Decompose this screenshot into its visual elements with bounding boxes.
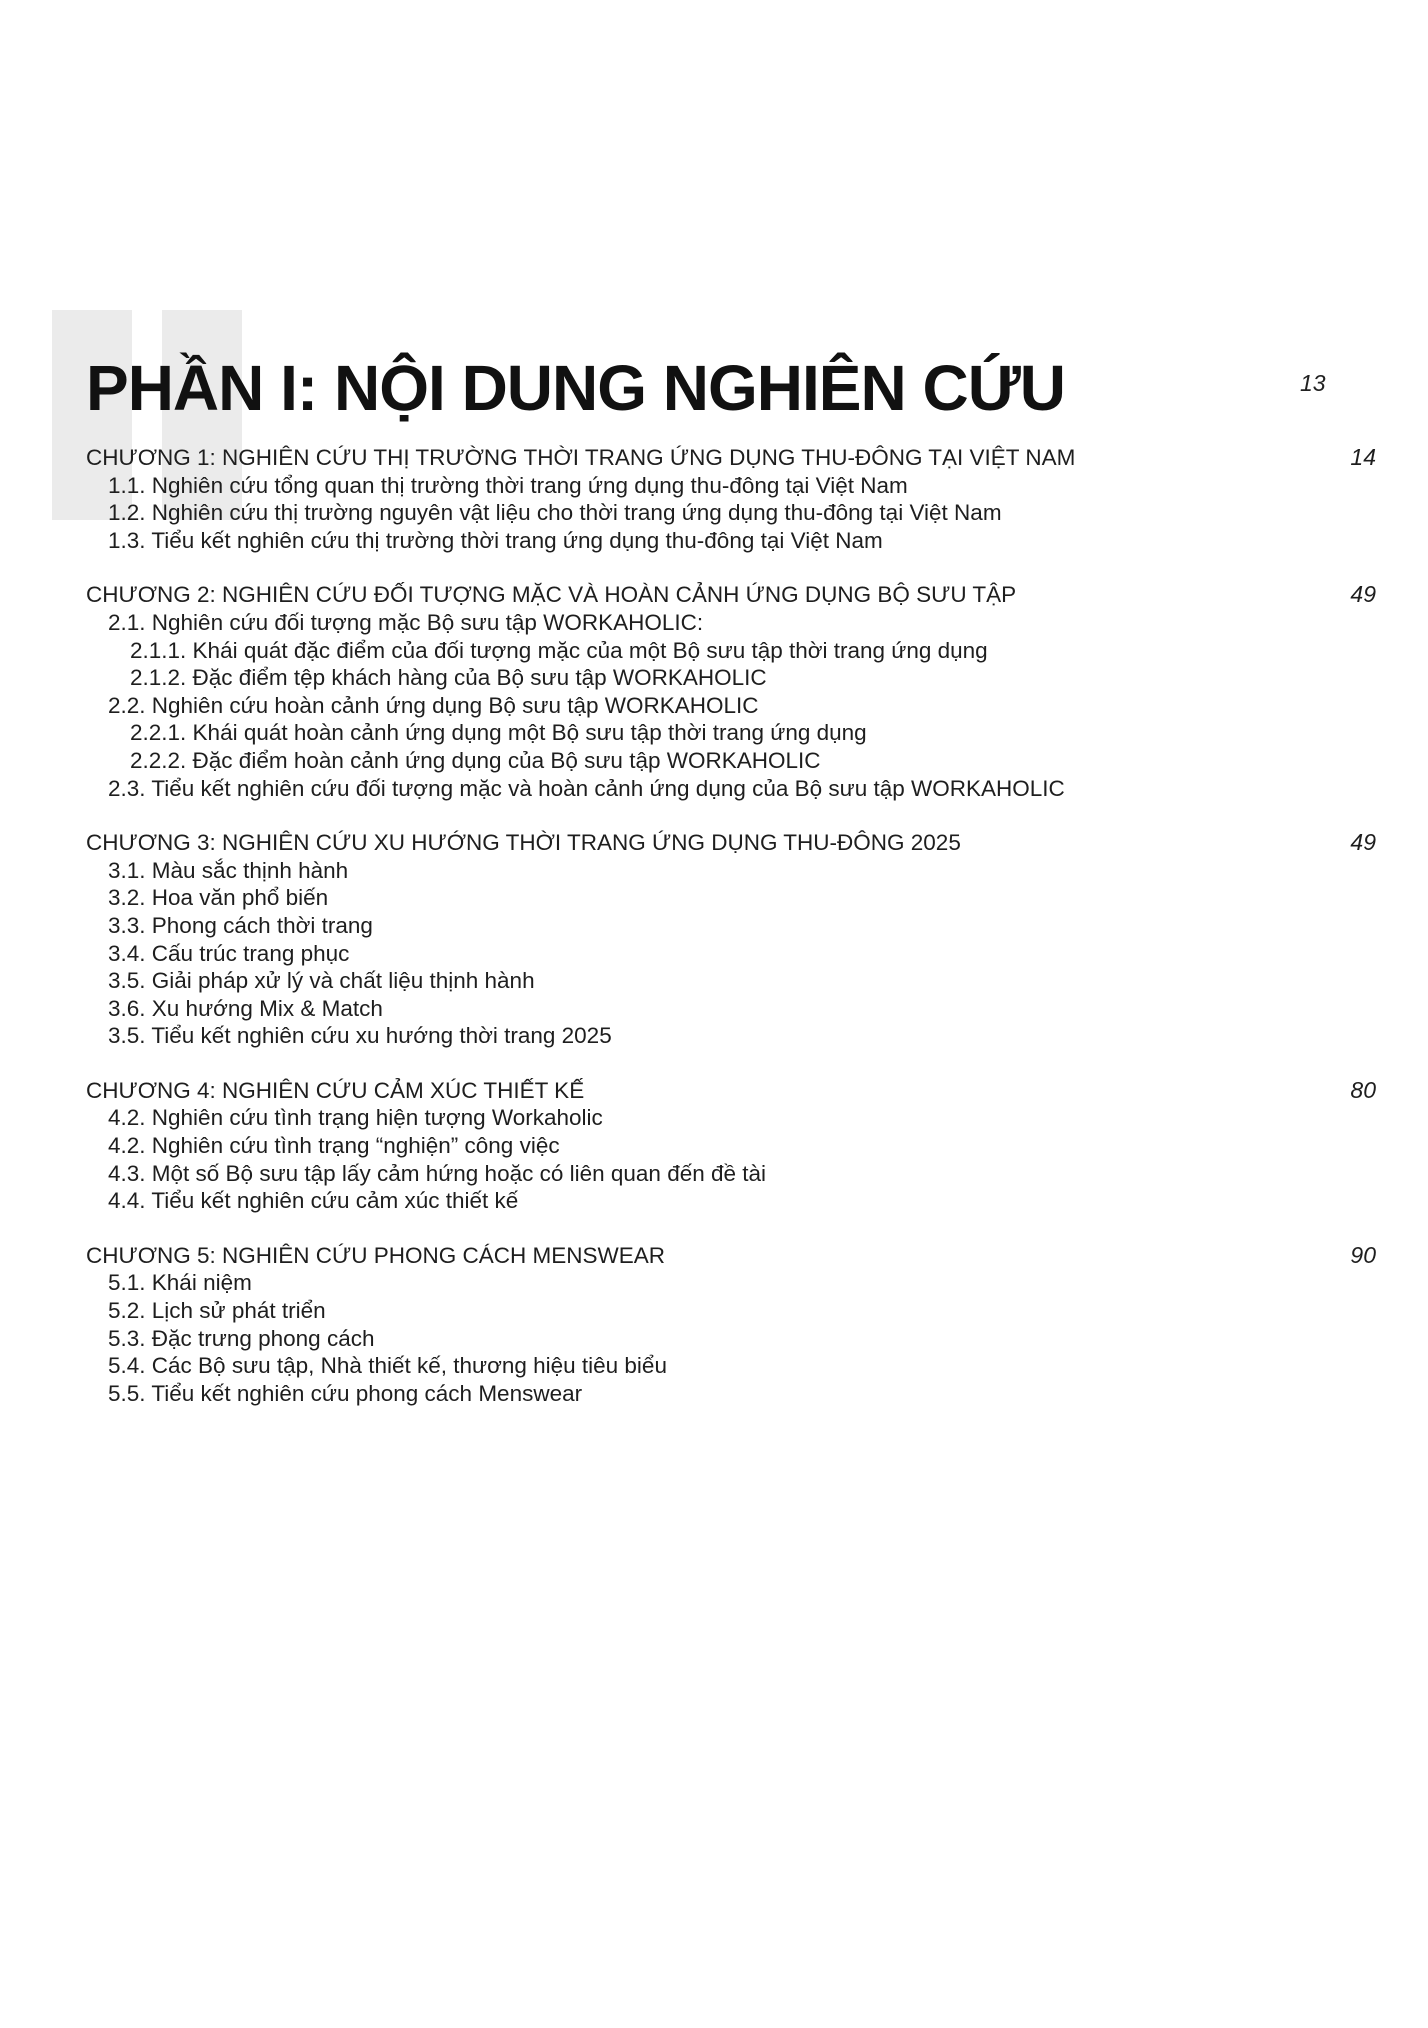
toc-subitem[interactable]: 2.1.2. Đặc điểm tệp khách hàng của Bộ sưu tập WORKAHOLIC bbox=[130, 665, 767, 691]
toc-item[interactable]: 5.1. Khái niệm bbox=[108, 1270, 252, 1296]
chapter-title[interactable] bbox=[86, 1077, 1376, 1105]
toc-item[interactable]: 4.3. Một số Bộ sưu tập lấy cảm hứng hoặc có liên quan đến đề tài bbox=[108, 1160, 767, 1186]
chapter-page-number: 49 bbox=[1350, 829, 1376, 856]
toc-subitem[interactable]: 2.2.1. Khái quát hoàn cảnh ứng dụng một Bộ sưu tập thời trang ứng dụng bbox=[130, 720, 867, 746]
toc-item[interactable]: 3.3. Phong cách thời trang bbox=[108, 912, 373, 938]
chapter-3 bbox=[86, 829, 1376, 1050]
toc-item[interactable]: 4.2. Nghiên cứu tình trạng hiện tượng Workaholic bbox=[108, 1105, 603, 1131]
part-title: PHẦN I: NỘI DUNG NGHIÊN CỨU bbox=[86, 352, 1065, 424]
toc-item[interactable]: 5.5. Tiểu kết nghiên cứu phong cách Menswear bbox=[108, 1380, 583, 1406]
chapter-title[interactable] bbox=[86, 444, 1376, 472]
chapter-1 bbox=[86, 444, 1376, 554]
toc-item[interactable]: 3.2. Hoa văn phổ biến bbox=[108, 885, 329, 911]
toc-item[interactable]: 3.6. Xu hướng Mix & Match bbox=[108, 995, 383, 1021]
chapter-page-number: 49 bbox=[1350, 581, 1376, 608]
toc-item[interactable]: 1.2. Nghiên cứu thị trường nguyên vật liệu cho thời trang ứng dụng thu-đông tại Việt Nam bbox=[108, 500, 1002, 526]
chapter-title-text: CHƯƠNG 5: NGHIÊN CỨU PHONG CÁCH MENSWEAR bbox=[86, 1242, 666, 1268]
chapter-title-text: CHƯƠNG 1: NGHIÊN CỨU THỊ TRƯỜNG THỜI TRANG ỨNG DỤNG THU-ĐÔNG TẠI VIỆT NAM bbox=[86, 445, 1076, 470]
chapter-title[interactable] bbox=[86, 1242, 1376, 1270]
toc-item[interactable]: 2.2. Nghiên cứu hoàn cảnh ứng dụng Bộ sưu tập WORKAHOLIC bbox=[108, 692, 759, 718]
toc-item[interactable]: 5.2. Lịch sử phát triển bbox=[108, 1298, 326, 1324]
chapter-title-text: CHƯƠNG 2: NGHIÊN CỨU ĐỐI TƯỢNG MẶC VÀ HOÀN CẢNH ỨNG DỤNG BỘ SƯU TẬP bbox=[86, 582, 1017, 608]
toc-item[interactable]: 3.5. Giải pháp xử lý và chất liệu thịnh hành bbox=[108, 968, 535, 994]
part-page-number: 13 bbox=[1300, 370, 1326, 396]
table-of-contents bbox=[86, 444, 1376, 1434]
toc-subitem[interactable]: 2.2.2. Đặc điểm hoàn cảnh ứng dụng của Bộ sưu tập WORKAHOLIC bbox=[130, 747, 821, 773]
chapter-title-text: CHƯƠNG 4: NGHIÊN CỨU CẢM XÚC THIẾT KẾ bbox=[86, 1077, 585, 1103]
chapter-page-number: 90 bbox=[1350, 1241, 1376, 1268]
toc-item[interactable]: 2.1. Nghiên cứu đối tượng mặc Bộ sưu tập WORKAHOLIC: bbox=[108, 609, 704, 635]
chapter-4 bbox=[86, 1077, 1376, 1215]
toc-item[interactable]: 4.4. Tiểu kết nghiên cứu cảm xúc thiết kế bbox=[108, 1188, 519, 1214]
chapter-title-text: CHƯƠNG 3: NGHIÊN CỨU XU HƯỚNG THỜI TRANG ỨNG DỤNG THU-ĐÔNG 2025 bbox=[86, 830, 961, 856]
chapter-page-number: 80 bbox=[1350, 1076, 1376, 1103]
chapter-2 bbox=[86, 581, 1376, 802]
toc-item[interactable]: 3.4. Cấu trúc trang phục bbox=[108, 940, 350, 966]
toc-item[interactable]: 2.3. Tiểu kết nghiên cứu đối tượng mặc và hoàn cảnh ứng dụng của Bộ sưu tập WORKAHOLIC bbox=[108, 775, 1065, 801]
chapter-title[interactable] bbox=[86, 581, 1376, 609]
toc-item[interactable]: 1.3. Tiểu kết nghiên cứu thị trường thời trang ứng dụng thu-đông tại Việt Nam bbox=[108, 527, 883, 553]
toc-item[interactable]: 1.1. Nghiên cứu tổng quan thị trường thời trang ứng dụng thu-đông tại Việt Nam bbox=[108, 472, 908, 498]
toc-item[interactable]: 5.4. Các Bộ sưu tập, Nhà thiết kế, thương hiệu tiêu biểu bbox=[108, 1353, 667, 1379]
toc-item[interactable]: 3.5. Tiểu kết nghiên cứu xu hướng thời trang 2025 bbox=[108, 1023, 612, 1049]
chapter-5 bbox=[86, 1242, 1376, 1408]
toc-item[interactable]: 3.1. Màu sắc thịnh hành bbox=[108, 857, 349, 883]
chapter-title[interactable] bbox=[86, 829, 1376, 857]
toc-item[interactable]: 5.3. Đặc trưng phong cách bbox=[108, 1325, 375, 1351]
toc-item[interactable]: 4.2. Nghiên cứu tình trạng “nghiện” công việc bbox=[108, 1133, 560, 1159]
chapter-page-number: 14 bbox=[1350, 444, 1376, 470]
toc-subitem[interactable]: 2.1.1. Khái quát đặc điểm của đối tượng mặc của một Bộ sưu tập thời trang ứng dụng bbox=[130, 637, 988, 663]
